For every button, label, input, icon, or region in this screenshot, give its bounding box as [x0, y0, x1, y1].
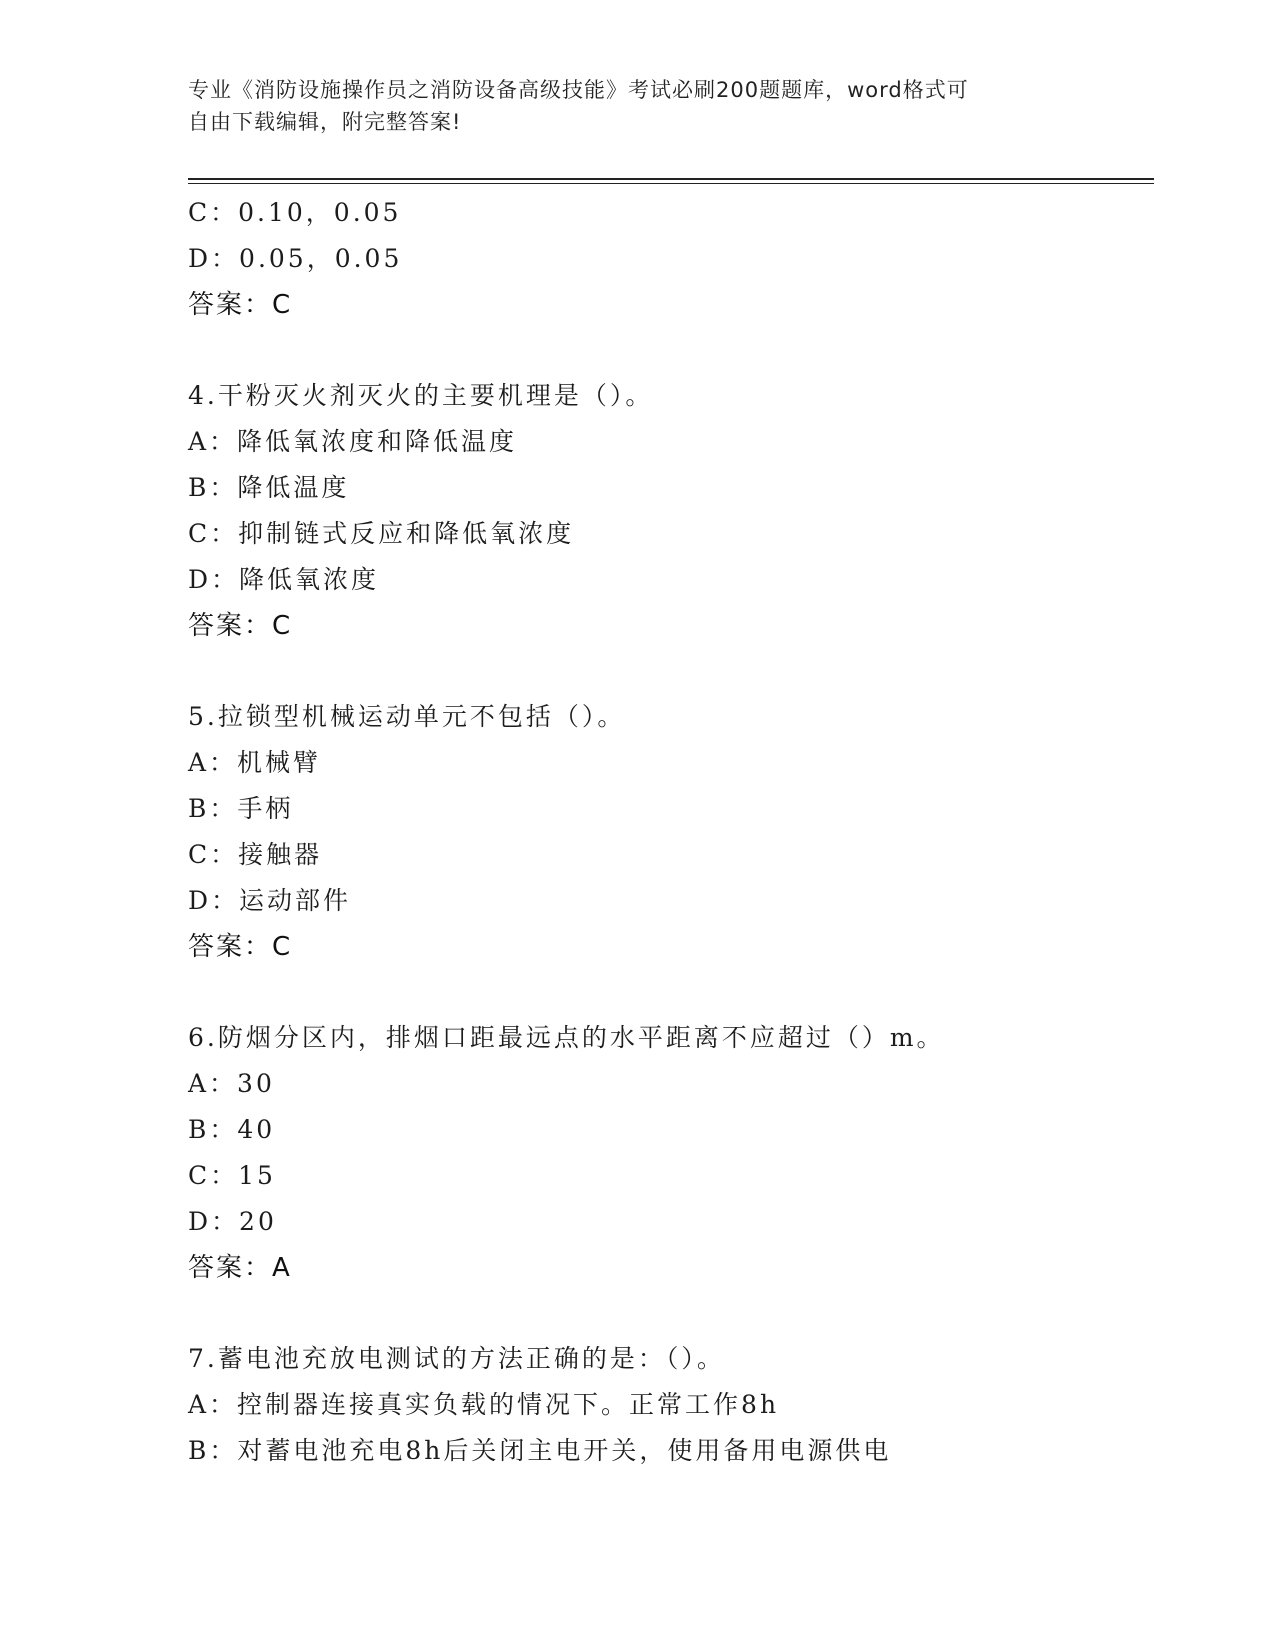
document-header	[188, 74, 1088, 138]
question-stem: 5.拉锁型机械运动单元不包括（）。	[188, 702, 626, 731]
option-b: B：降低温度	[188, 473, 350, 502]
option-d: D：0.05，0.05	[188, 244, 403, 273]
header-line-2: 自由下载编辑，附完整答案!	[188, 110, 462, 134]
option-c: C：抑制链式反应和降低氧浓度	[188, 519, 575, 548]
header-divider-thin	[188, 183, 1154, 184]
question-7	[188, 1336, 1154, 1474]
question-4	[188, 373, 1154, 649]
option-c: C：接触器	[188, 840, 323, 869]
question-stem: 4.干粉灭火剂灭火的主要机理是（）。	[188, 381, 654, 410]
question-3-continuation	[188, 190, 1154, 328]
option-a: A：机械臂	[188, 748, 322, 777]
answer-line: 答案：C	[188, 290, 293, 320]
option-d: D：20	[188, 1207, 277, 1236]
option-d: D：降低氧浓度	[188, 565, 380, 594]
option-c: C：15	[188, 1161, 276, 1190]
question-6	[188, 1015, 1154, 1291]
option-a: A：30	[188, 1069, 275, 1098]
option-b: B：对蓄电池充电8h后关闭主电开关，使用备用电源供电	[188, 1436, 892, 1465]
question-stem: 7.蓄电池充放电测试的方法正确的是：（）。	[188, 1344, 725, 1373]
question-list	[188, 190, 1154, 1474]
option-a: A：控制器连接真实负载的情况下。正常工作8h	[188, 1390, 780, 1419]
header-divider-thick	[188, 178, 1154, 180]
question-stem: 6.防烟分区内，排烟口距最远点的水平距离不应超过（）m。	[188, 1023, 945, 1052]
question-5	[188, 694, 1154, 970]
spacer	[188, 649, 1154, 694]
spacer	[188, 1291, 1154, 1336]
answer-line: 答案：C	[188, 611, 293, 641]
option-b: B：40	[188, 1115, 276, 1144]
option-c: C：0.10，0.05	[188, 198, 402, 227]
header-line-1: 专业《消防设施操作员之消防设备高级技能》考试必刷200题题库，word格式可	[188, 78, 969, 102]
spacer	[188, 970, 1154, 1015]
answer-line: 答案：C	[188, 932, 293, 962]
option-d: D：运动部件	[188, 886, 352, 915]
answer-line: 答案：A	[188, 1253, 292, 1283]
option-a: A：降低氧浓度和降低温度	[188, 427, 518, 456]
spacer	[188, 328, 1154, 373]
option-b: B：手柄	[188, 794, 294, 823]
